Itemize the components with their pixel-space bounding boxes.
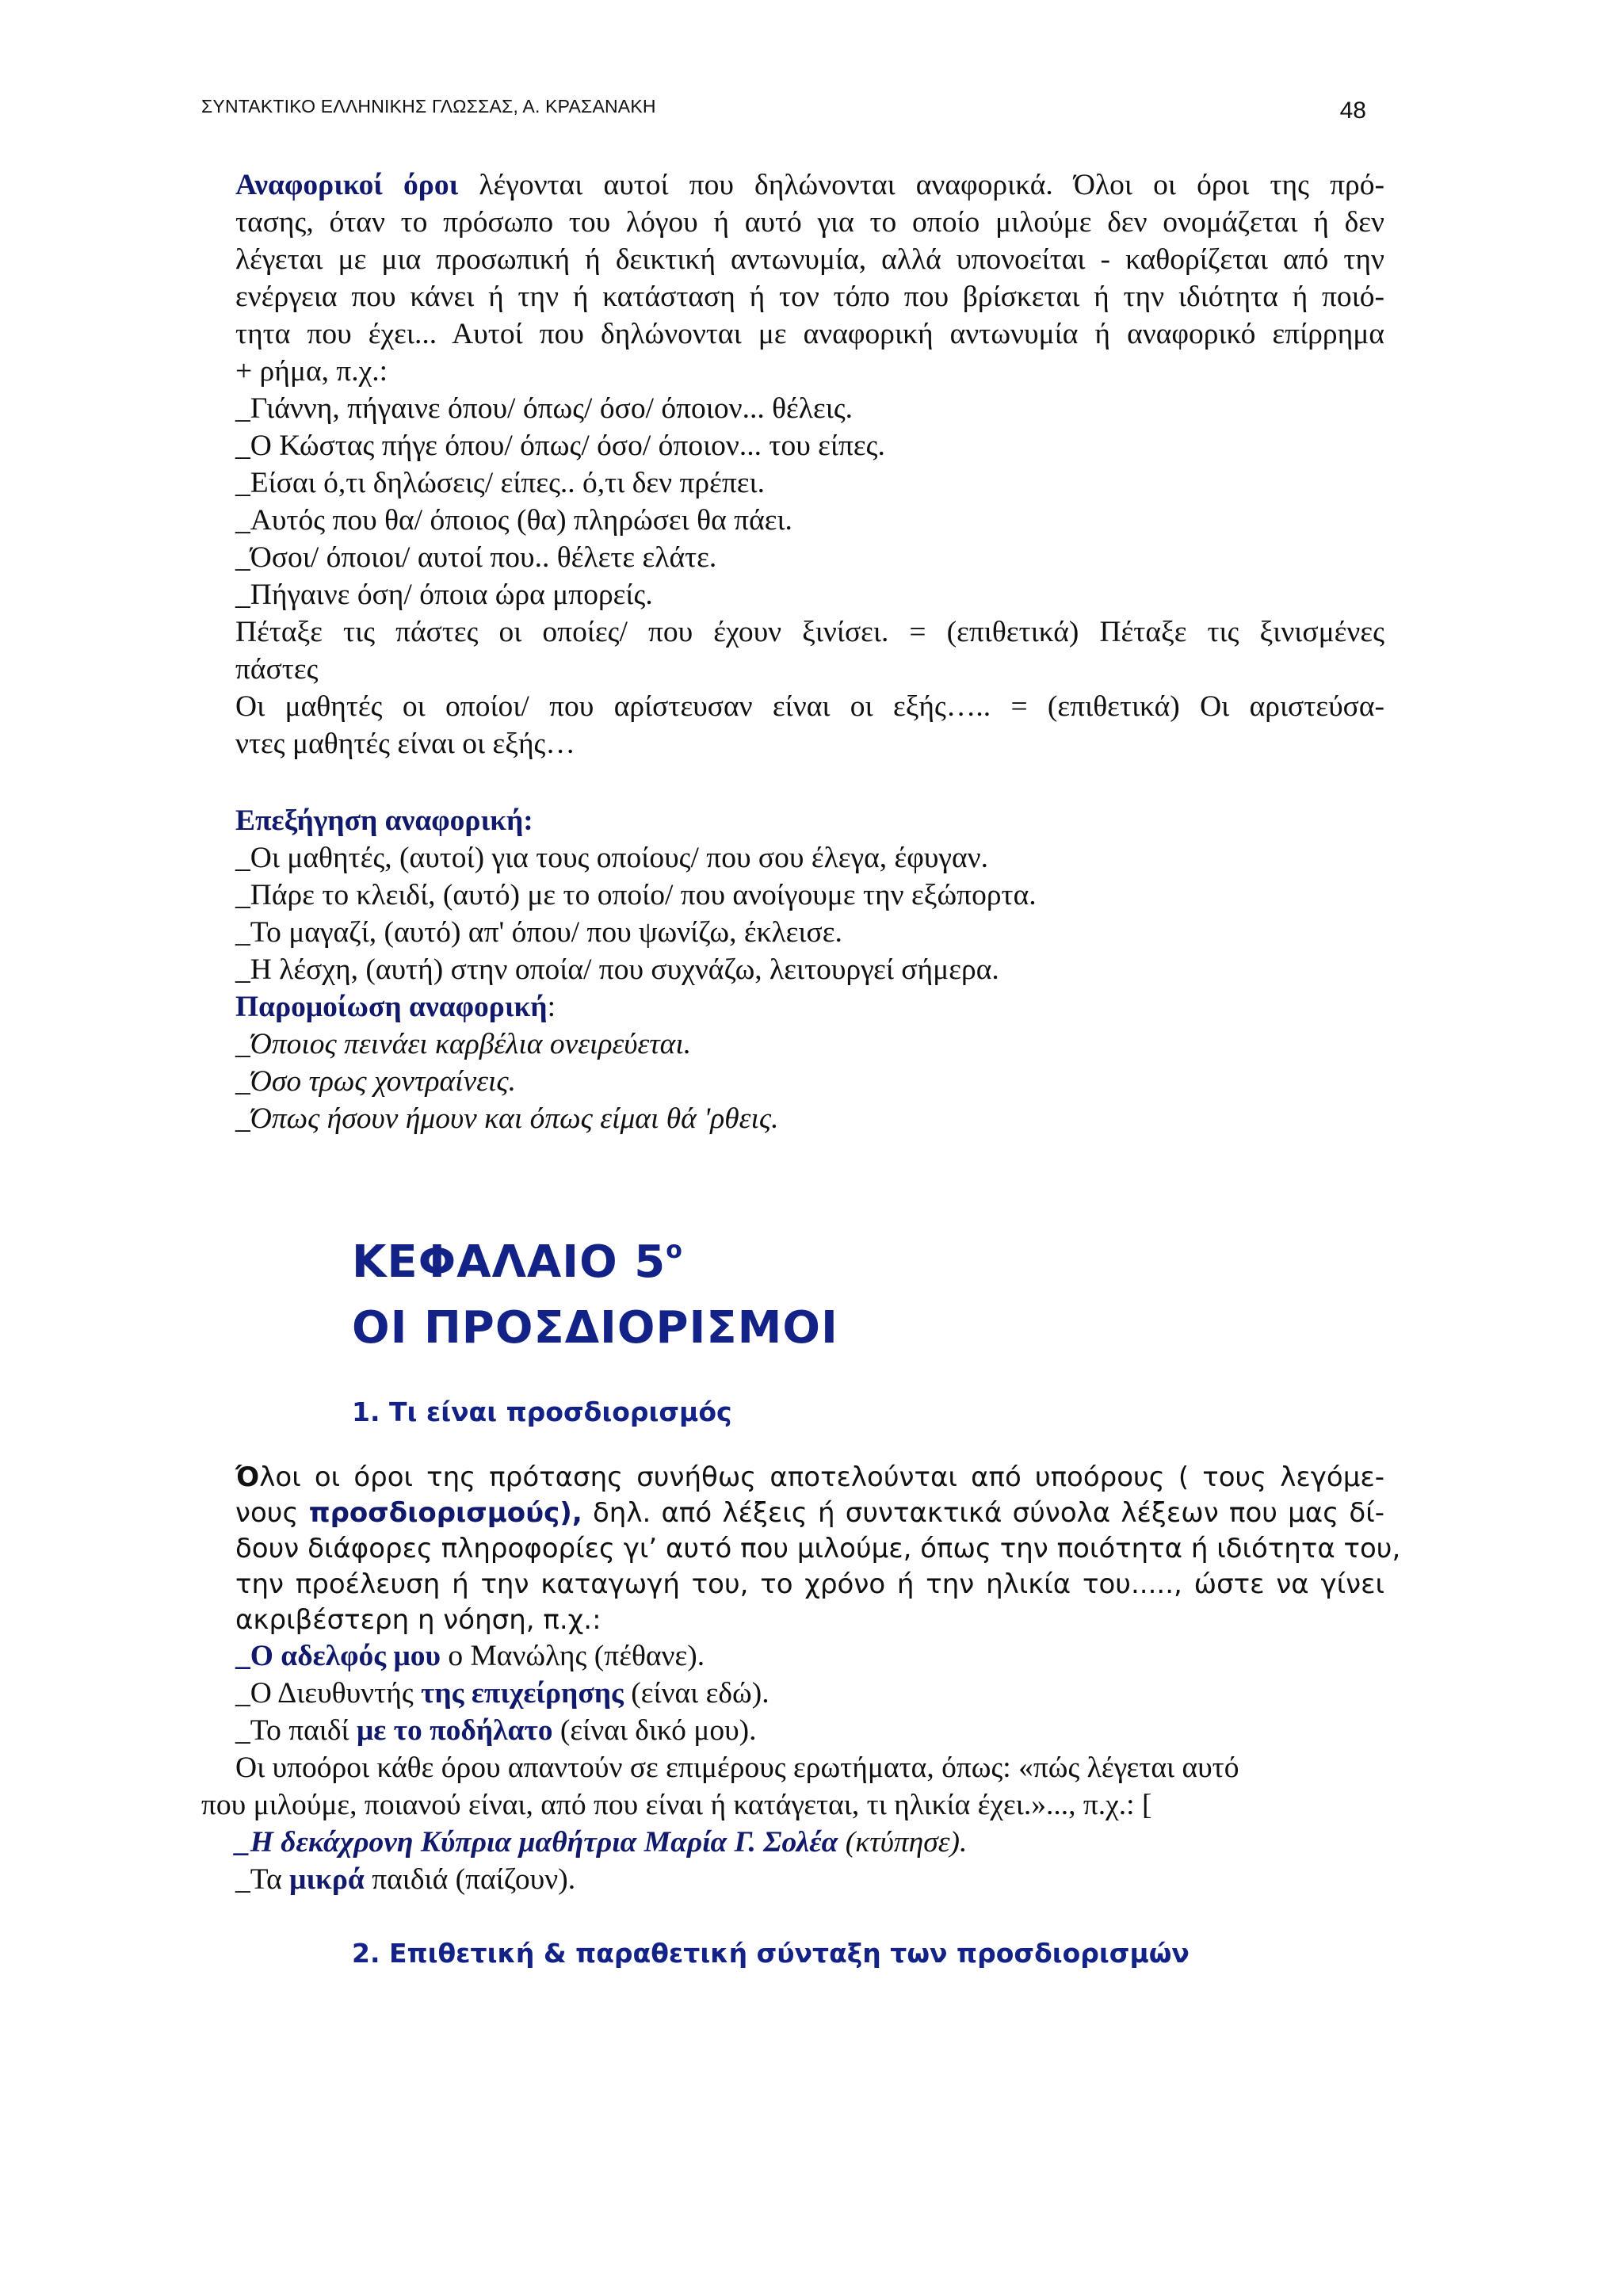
simile-section: [235, 990, 1384, 1148]
list-item: _Όπως ήσουν ήμουν και όπως είμαι θά 'ρθεις.: [235, 1102, 779, 1135]
term-prosdiorismoi: προσδιορισμούς),: [308, 1497, 582, 1529]
examples-list: [235, 392, 1384, 629]
s1-line-5: ακριβέστερη η νόηση, π.χ.:: [235, 1604, 601, 1636]
page-number: 48: [1339, 97, 1366, 124]
s1-line-1: Όλοι οι όροι της πρότασης συνήθως αποτελούνται από υποόρους ( τους λεγόμε-: [235, 1461, 1384, 1493]
list-item: _Ο Διευθυντής της επιχείρησης (είναι εδώ).: [235, 1677, 769, 1710]
list-item: _Όσοι/ όποιοι/ αυτοί που.. θέλετε ελάτε.: [235, 541, 717, 574]
list-item: _Αυτός που θα/ όποιος (θα) πληρώσει θα πάει.: [235, 504, 792, 537]
q-line-2: που μιλούμε, ποιανού είναι, από που είναι ή κατάγεται, τι ηλικία έχει.»..., π.χ.: [: [201, 1789, 1152, 1821]
intro-paragraph: [235, 168, 1384, 430]
chapter-number: ΚΕΦΑΛΑΙΟ $5^o$: [352, 1236, 683, 1288]
simile-heading-line: Παρομοίωση αναφορική:: [235, 991, 556, 1023]
comparison-2-line-2: ντες μαθητές είναι οι εξής…: [235, 728, 575, 760]
intro-line-6: + ρήμα, π.χ.:: [235, 355, 388, 388]
list-item: _Ο Κώστας πήγε όπου/ όπως/ όσο/ όποιον... του είπες.: [235, 430, 885, 462]
comparison-1-line-2: πάστες: [235, 653, 319, 686]
section-1-heading: 1. Τι είναι προσδιορισμός: [352, 1396, 732, 1427]
list-item: _Το παιδί με το ποδήλατο (είναι δικό μου).: [235, 1714, 757, 1747]
comparison-paragraphs: [235, 615, 1384, 789]
q-line-1: Οι υποόροι κάθε όρου απαντούν σε επιμέρους ερωτήματα, όπως: «πώς λέγεται αυτό: [235, 1752, 1239, 1784]
running-header: ΣΥΝΤΑΚΤΙΚΟ ΕΛΛΗΝΙΚΗΣ ΓΛΩΣΣΑΣ, Α. ΚΡΑΣΑΝΑΚΗ: [201, 96, 656, 117]
list-item: _Ο αδελφός μου ο Μανώλης (πέθανε).: [235, 1640, 705, 1672]
s1-line-3: δουν διάφορες πληροφορίες γι’ αυτό που μιλούμε, όπως την ποιότητα ή ιδιότητα του,: [235, 1533, 1401, 1564]
list-item: _Όσο τρως χοντραίνεις.: [235, 1065, 516, 1098]
list-item: _Η λέσχη, (αυτή) στην οποία/ που συχνάζω, λειτουργεί σήμερα.: [235, 953, 999, 986]
list-item: _Γιάννη, πήγαινε όπου/ όπως/ όσο/ όποιον... θέλεις.: [235, 392, 854, 425]
list-item: _Οι μαθητές, (αυτοί) για τους οποίους/ που σου έλεγα, έφυγαν.: [235, 842, 988, 874]
list-item: _Η δεκάχρονη Κύπρια μαθήτρια Μαρία Γ. Σολέα (κτύπησε).: [235, 1826, 968, 1859]
explanation-heading: Επεξήγηση αναφορική:: [235, 804, 533, 837]
list-item: _Το μαγαζί, (αυτό) απ' όπου/ που ψωνίζω, έκλεισε.: [235, 916, 842, 949]
term-anaphorikoi: Αναφορικοί όροι: [235, 169, 459, 201]
section-2-heading: 2. Επιθετική & παραθετική σύνταξη των προσδιορισμών: [352, 1938, 1190, 1969]
s1-line-2: νους προσδιορισμούς), δηλ. από λέξεις ή συντακτικά σύνολα λέξεων που μας δί-: [235, 1497, 1385, 1529]
chapter-title: ΟΙ ΠΡΟΣΔΙΟΡΙΣΜΟΙ: [352, 1302, 838, 1354]
list-item: _Είσαι ό,τι δηλώσεις/ είπες.. ό,τι δεν πρέπει.: [235, 467, 766, 499]
section-1-paragraph: [235, 1461, 1401, 1652]
explanation-section: [235, 804, 1384, 994]
intro-line-1: Αναφορικοί όροι λέγονται αυτοί που δηλώνονται αναφορικά. Όλοι οι όροι της πρό-: [235, 169, 1384, 201]
list-item: _Πάρε το κλειδί, (αυτό) με το οποίο/ που ανοίγουμε την εξώπορτα.: [235, 879, 1037, 911]
intro-line-5: τητα που έχει... Αυτοί που δηλώνονται με αναφορική αντωνυμία ή αναφορικό επίρρημα: [235, 318, 1384, 350]
s1-line-4: την προέλευση ή την καταγωγή του, το χρόνο ή την ηλικία του....., ώστε να γίνει: [235, 1568, 1384, 1600]
section-1-examples-2: [235, 1825, 1384, 1920]
comparison-2-line-1: Οι μαθητές οι οποίοι/ που αρίστευσαν είναι οι εξής….. = (επιθετικά) Οι αριστεύσα-: [235, 690, 1384, 723]
intro-line-2: τασης, όταν το πρόσωπο του λόγου ή αυτό για το οποίο μιλούμε δεν ονομάζεται ή δεν: [235, 206, 1384, 239]
simile-heading: Παρομοίωση αναφορική: [235, 991, 548, 1023]
list-item: _Τα μικρά παιδιά (παίζουν).: [235, 1863, 576, 1896]
list-item: _Πήγαινε όση/ όποια ώρα μπορείς.: [235, 579, 653, 611]
list-item: _Όποιος πεινάει καρβέλια ονειρεύεται.: [235, 1028, 692, 1060]
comparison-1-line-1: Πέταξε τις πάστες οι οποίες/ που έχουν ξινίσει. = (επιθετικά) Πέταξε τις ξινισμένες: [235, 616, 1384, 648]
intro-line-4: ενέργεια που κάνει ή την ή κατάσταση ή τον τόπο που βρίσκεται ή την ιδιότητα ή ποιό-: [235, 281, 1384, 313]
intro-line-3: λέγεται με μια προσωπική ή δεικτική αντωνυμία, αλλά υπονοείται - καθορίζεται από την: [235, 243, 1384, 276]
